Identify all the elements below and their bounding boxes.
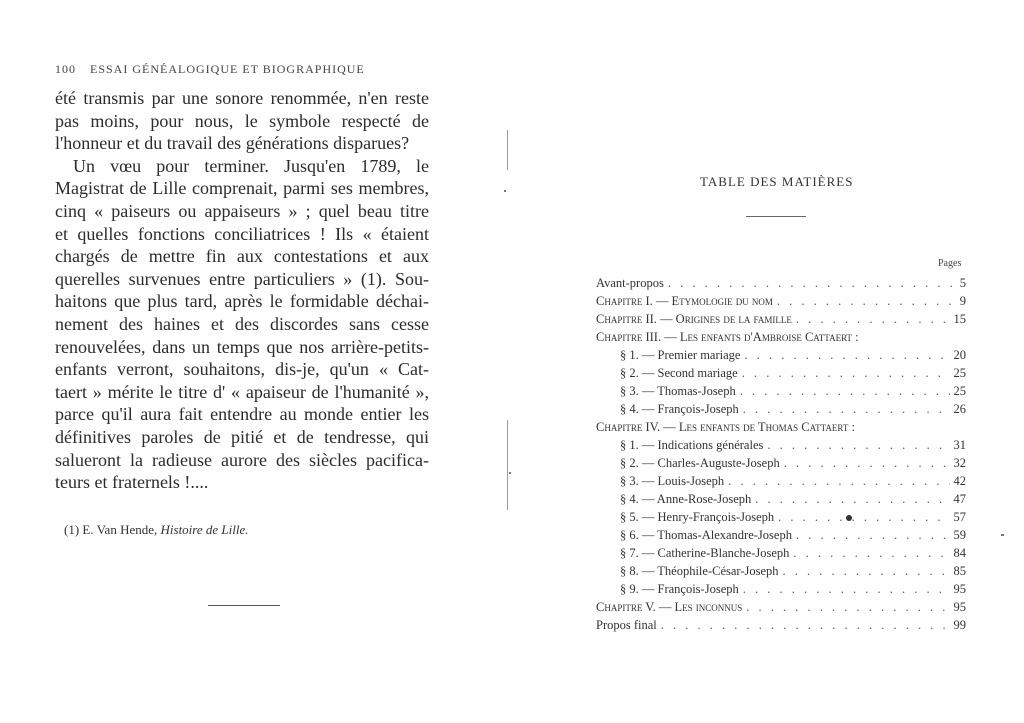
text-line: cinq « paiseurs ou appaiseurs » ; quel beau titre (55, 200, 429, 221)
text-line: enfants verront, souhaitons, dis-je, qu'un « Cat- (55, 359, 429, 380)
toc-entry (620, 348, 966, 366)
toc-label: § 3. — Louis-Joseph (620, 474, 725, 488)
toc-page: 84 (953, 546, 966, 560)
pages-header: Pages (938, 258, 962, 269)
toc-entry (620, 384, 966, 402)
text-line: haitons que plus tard, après le formidable déchai- (55, 291, 429, 312)
footnote (64, 522, 249, 538)
toc-chapter-heading (596, 420, 966, 438)
text-line: et quelles fonctions conciliatrices ! Ils « étaient (55, 223, 429, 244)
toc-label: Chapitre II. — Origines de la famille (596, 312, 792, 326)
toc-page: 47 (953, 492, 966, 506)
toc-page: 26 (953, 402, 966, 416)
toc-page: 42 (953, 474, 966, 488)
toc-entry (620, 456, 966, 474)
text-line: taert » mérite le titre d' « apaiseur de l'humanité », (55, 381, 429, 402)
toc-entry (620, 564, 966, 582)
page-number: 100 (55, 62, 76, 76)
toc-label: Chapitre V. — Les inconnus (596, 600, 743, 614)
toc-label: Propos final (596, 618, 657, 632)
gutter-line (507, 130, 508, 170)
speck (504, 190, 506, 192)
gutter-line (507, 420, 508, 510)
toc-page: 32 (953, 456, 966, 470)
toc-label: § 1. — Premier mariage (620, 348, 741, 362)
toc-chapter-heading (596, 330, 966, 348)
text-line: querelles survenues entre particuliers » (1). Sou- (55, 268, 429, 289)
toc-entry (620, 582, 966, 600)
toc-page: 25 (953, 384, 966, 398)
body-text (55, 87, 429, 494)
footnote-title: Histoire de Lille. (160, 522, 249, 537)
toc-entry (620, 528, 966, 546)
toc-label: § 9. — François-Joseph (620, 582, 739, 596)
text-line: définitives paroles de pitié et de tendresse, qui (55, 426, 429, 447)
text-line: été transmis par une sonore renommée, n'en reste (55, 88, 429, 108)
toc-label: § 1. — Indications générales (620, 438, 764, 452)
text-line: parce qu'il aura fait entendre au monde entier les (55, 404, 429, 425)
title-rule (746, 216, 806, 217)
toc-entry (620, 402, 966, 420)
toc-entry (620, 474, 966, 492)
toc-page: 57 (953, 510, 966, 524)
text-line: l'honneur et du travail des générations disparues? (55, 133, 410, 154)
text-line: Magistrat de Lille comprenait, parmi ses membres, (55, 178, 429, 199)
toc-label: § 6. — Thomas-Alexandre-Joseph (620, 528, 792, 542)
speck (1001, 534, 1004, 536)
toc-label: § 5. — Henry-François-Joseph (620, 510, 775, 524)
toc-entry (596, 294, 966, 312)
toc-entry (620, 546, 966, 564)
toc-entry (620, 492, 966, 510)
running-head (55, 62, 435, 77)
toc-entry (596, 618, 966, 636)
toc-entry (620, 510, 966, 528)
toc-label: Avant-propos (596, 276, 664, 290)
toc-label: § 3. — Thomas-Joseph (620, 384, 736, 398)
toc-label: § 2. — Second mariage (620, 366, 738, 380)
toc-label: Chapitre IV. — Les enfants de Thomas Cattaert : (596, 420, 855, 434)
toc-entry (596, 312, 966, 330)
left-page (0, 0, 500, 723)
toc-page: 99 (953, 618, 966, 632)
toc-label: Chapitre III. — Les enfants d'Ambroise Cattaert : (596, 330, 859, 344)
toc-page: 5 (959, 276, 966, 290)
toc-title: TABLE DES MATIÈRES (700, 174, 854, 189)
text-line: teurs et fraternels !.... (55, 472, 209, 493)
speck (509, 472, 511, 474)
text-line: chargés de mettre fin aux contestations et aux (55, 246, 429, 267)
running-head-title: ESSAI GÉNÉALOGIQUE ET BIOGRAPHIQUE (90, 62, 365, 76)
toc-label: § 2. — Charles-Auguste-Joseph (620, 456, 780, 470)
toc-entry (620, 366, 966, 384)
toc-page: 20 (953, 348, 966, 362)
toc-page: 95 (953, 582, 966, 596)
text-line: salueront la radieuse aurore des siècles pacifica- (55, 449, 429, 470)
toc-label: § 7. — Catherine-Blanche-Joseph (620, 546, 790, 560)
toc-page: 9 (959, 294, 966, 308)
toc-page: 15 (953, 312, 966, 326)
toc-page: 59 (953, 528, 966, 542)
text-line: renouvelées, dans un temps que nos arrière-petits- (55, 336, 429, 357)
toc-page: 31 (953, 438, 966, 452)
toc-label: Chapitre I. — Etymologie du nom (596, 294, 773, 308)
toc-entry (596, 600, 966, 618)
toc-label: § 8. — Théophile-César-Joseph (620, 564, 779, 578)
toc-entry (620, 438, 966, 456)
toc-page: 85 (953, 564, 966, 578)
end-rule (208, 605, 280, 606)
toc-label: § 4. — Anne-Rose-Joseph (620, 492, 752, 506)
toc-label: § 4. — François-Joseph (620, 402, 739, 416)
toc-page: 25 (953, 366, 966, 380)
toc-page: 95 (953, 600, 966, 614)
text-line: pas moins, pour nous, le symbole respecté de (55, 110, 429, 131)
text-line: nement des haines et des discordes sans cesse (55, 313, 429, 334)
toc-entry (596, 276, 966, 294)
footnote-marker: (1) E. Van Hende, (64, 522, 158, 537)
text-line: Un vœu pour terminer. Jusqu'en 1789, le (73, 155, 429, 176)
